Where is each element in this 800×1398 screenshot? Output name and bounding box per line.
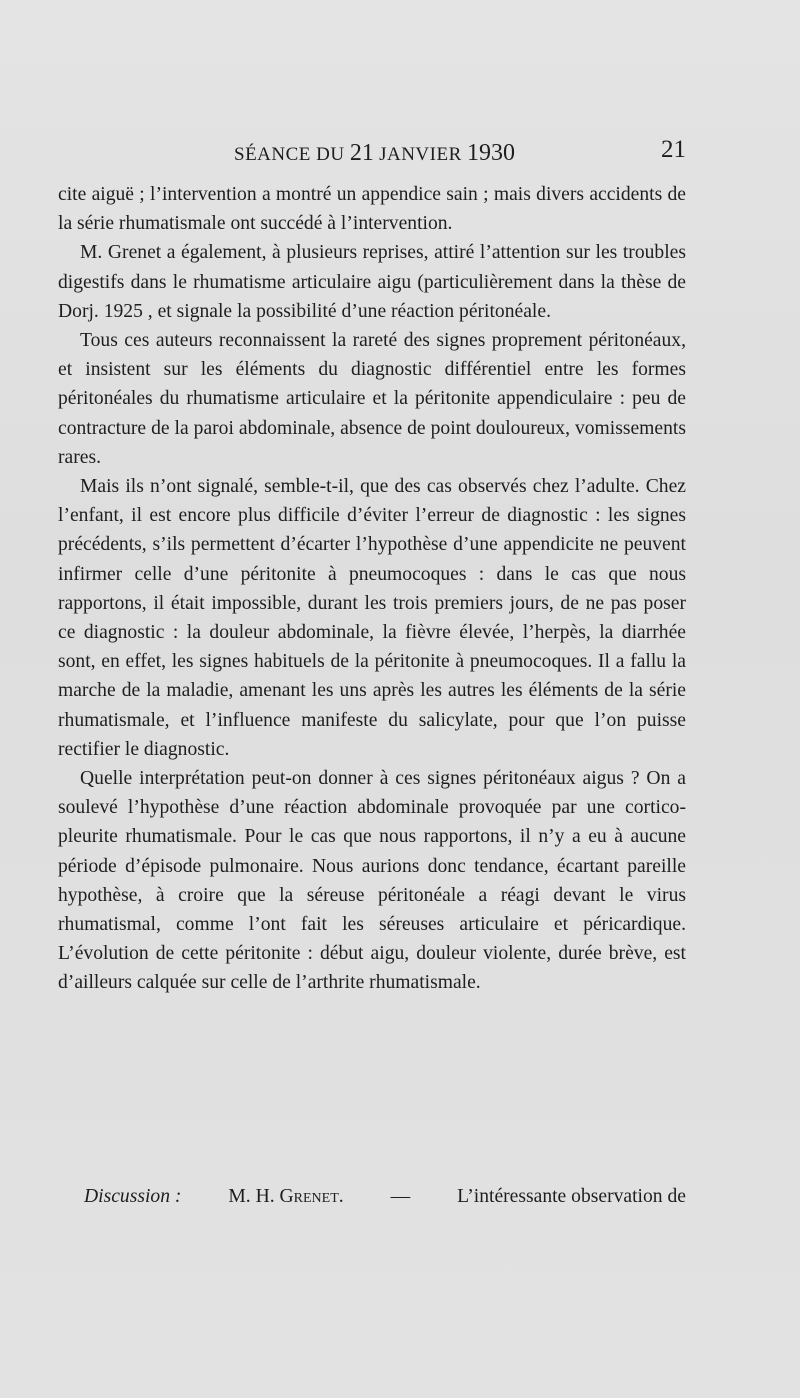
paragraph-continued: cite aiguë ; l’intervention a montré un appendice sain ; mais divers accidents de la série rhumatismale ont succédé à l’intervention. bbox=[58, 184, 686, 235]
paragraph: M. Grenet a également, à plusieurs reprises, attiré l’attention sur les troubles digestifs dans le rhumatisme articulaire aigu (particulièrement dans la thèse de Dorj. 1925 , et signale la possibilité d’une réaction péritonéale. bbox=[58, 242, 686, 322]
paragraph: Quelle interprétation peut-on donner à ces signes péritonéaux aigus ? On a soulevé l’hypothèse d’une réaction abdominale provoquée par une cortico-pleurite rhumatismale. Pour le cas que nous rapportons, il n’y a eu à aucune période d’épisode pulmonaire. Nous aurions donc tendance, écartant pareille hypothèse, à croire que la séreuse péritonéale a réagi devant le virus rhumatismal, comme l’ont fait les séreuses articulaire et péricardique. L’évolution de cette péritonite : début aigu, douleur violente, durée brève, est d’ailleurs calquée sur celle de l’arthrite rhumatismale. bbox=[58, 768, 686, 994]
discussion-line bbox=[84, 1182, 686, 1211]
paragraph: Tous ces auteurs reconnaissent la rareté des signes proprement péritonéaux, et insistent sur les éléments du diagnostic différentiel entre les formes péritonéales du rhumatisme articulaire et la péritonite appendiculaire : peu de contracture de la paroi abdominale, absence de point douloureux, vomissements rares. bbox=[58, 330, 686, 468]
running-head-title: SÉANCE DU bbox=[234, 144, 345, 165]
discussion-speaker: M. H. Grenet. bbox=[228, 1186, 344, 1207]
discussion-text: L’intéressante observation de bbox=[457, 1186, 686, 1207]
running-head-year: 1930 bbox=[467, 140, 516, 166]
page-number: 21 bbox=[661, 136, 686, 163]
discussion-label: Discussion : bbox=[84, 1186, 182, 1207]
paragraph: Mais ils n’ont signalé, semble-t-il, que des cas observés chez l’adulte. Chez l’enfant, il est encore plus difficile d’éviter l’erreur de diagnostic : les signes précédents, s’ils permettent d’écarter l’hypothèse d’une appendicite ne peuvent infirmer celle d’une péritonite à pneumocoques : dans le cas que nous rapportons, il était impossible, durant les trois premiers jours, de ne pas poser ce diagnostic : la douleur abdominale, la fièvre élevée, l’herpès, la diarrhée sont, en effet, les signes habituels de la péritonite à pneumocoques. Il a fallu la marche de la maladie, amenant les uns après les autres les éléments de la série rhumatismale, et l’influence manifeste du salicylate, pour que l’on puisse rectifier le diagnostic. bbox=[58, 476, 686, 760]
running-head bbox=[234, 140, 515, 167]
page-header bbox=[58, 136, 686, 176]
discussion-dash: — bbox=[390, 1186, 411, 1207]
running-head-day: 21 bbox=[349, 140, 374, 166]
body-text bbox=[58, 180, 686, 998]
running-head-month: JANVIER bbox=[379, 144, 462, 165]
